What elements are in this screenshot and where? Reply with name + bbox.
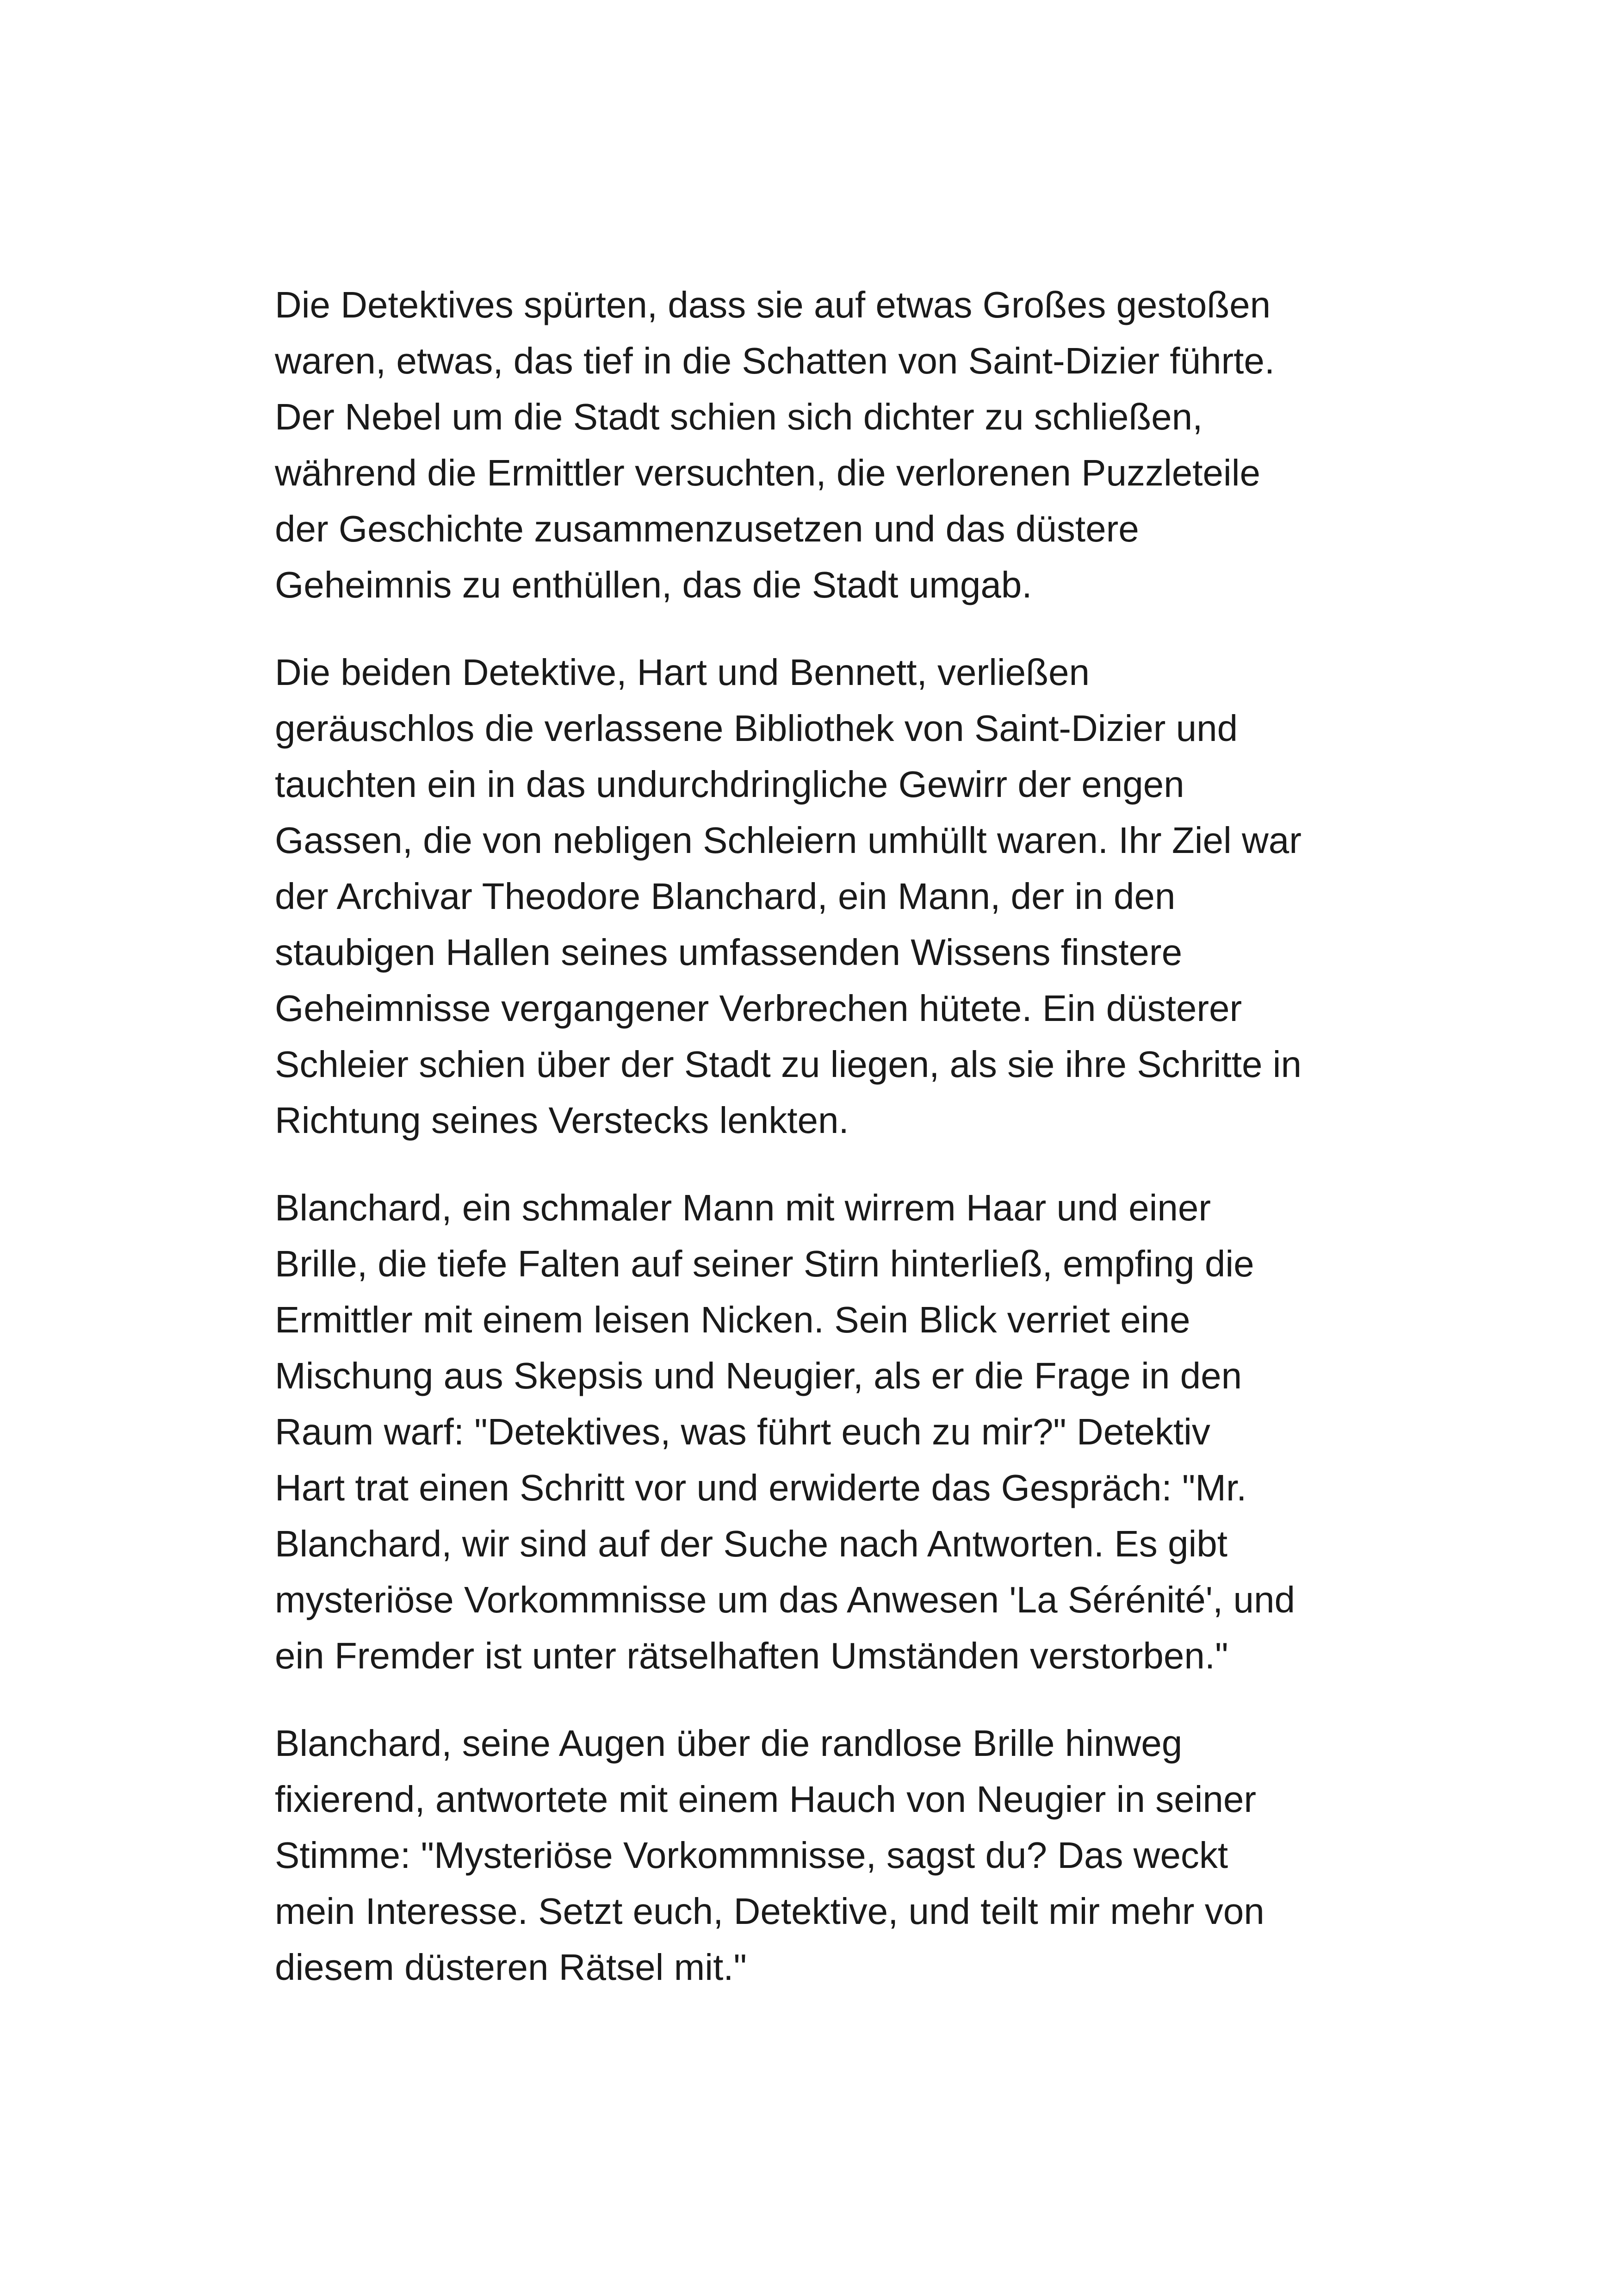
text-line: Brille, die tiefe Falten auf seiner Stirn hinterließ, empfing die	[275, 1243, 1254, 1284]
body-text	[275, 277, 1367, 2027]
text-line: mysteriöse Vorkommnisse um das Anwesen 'La Sérénité', und	[275, 1579, 1295, 1620]
text-line: staubigen Hallen seines umfassenden Wissens finstere	[275, 932, 1183, 973]
paragraph-2	[275, 644, 1367, 1148]
text-line: tauchten ein in das undurchdringliche Gewirr der engen	[275, 764, 1184, 805]
text-line: Richtung seines Verstecks lenkten.	[275, 1100, 849, 1141]
text-line: Die Detektives spürten, dass sie auf etwas Großes gestoßen	[275, 284, 1271, 325]
text-line: Die beiden Detektive, Hart und Bennett, verließen	[275, 652, 1090, 693]
text-line: Blanchard, ein schmaler Mann mit wirrem Haar und einer	[275, 1187, 1211, 1228]
text-line: Stimme: "Mysteriöse Vorkommnisse, sagst du? Das weckt	[275, 1835, 1228, 1876]
text-line: Raum warf: "Detektives, was führt euch zu mir?" Detektiv	[275, 1411, 1210, 1452]
paragraph-4	[275, 1715, 1367, 1995]
text-line: Gassen, die von nebligen Schleiern umhüllt waren. Ihr Ziel war	[275, 820, 1302, 861]
text-line: ein Fremder ist unter rätselhaften Umständen verstorben."	[275, 1635, 1228, 1676]
text-line: Blanchard, wir sind auf der Suche nach Antworten. Es gibt	[275, 1523, 1227, 1564]
text-line: Ermittler mit einem leisen Nicken. Sein Blick verriet eine	[275, 1299, 1190, 1340]
text-line: Hart trat einen Schritt vor und erwiderte das Gespräch: "Mr.	[275, 1467, 1247, 1508]
text-line: Der Nebel um die Stadt schien sich dichter zu schließen,	[275, 396, 1203, 437]
text-line: waren, etwas, das tief in die Schatten von Saint-Dizier führte.	[275, 340, 1275, 381]
text-line: Mischung aus Skepsis und Neugier, als er die Frage in den	[275, 1355, 1242, 1396]
text-line: Geheimnis zu enthüllen, das die Stadt umgab.	[275, 564, 1032, 605]
text-line: während die Ermittler versuchten, die verlorenen Puzzleteile	[275, 452, 1260, 493]
text-line: Geheimnisse vergangener Verbrechen hütete. Ein düsterer	[275, 988, 1242, 1029]
text-line: geräuschlos die verlassene Bibliothek von Saint-Dizier und	[275, 708, 1238, 749]
text-line: Blanchard, seine Augen über die randlose Brille hinweg	[275, 1723, 1183, 1764]
text-line: der Archivar Theodore Blanchard, ein Mann, der in den	[275, 876, 1176, 917]
paragraph-1	[275, 277, 1367, 613]
text-line: Schleier schien über der Stadt zu liegen, als sie ihre Schritte in	[275, 1044, 1302, 1085]
text-line: fixierend, antwortete mit einem Hauch von Neugier in seiner	[275, 1779, 1257, 1820]
text-line: mein Interesse. Setzt euch, Detektive, und teilt mir mehr von	[275, 1891, 1265, 1932]
text-line: der Geschichte zusammenzusetzen und das düstere	[275, 508, 1139, 549]
paragraph-3	[275, 1180, 1367, 1684]
text-line: diesem düsteren Rätsel mit."	[275, 1947, 747, 1988]
